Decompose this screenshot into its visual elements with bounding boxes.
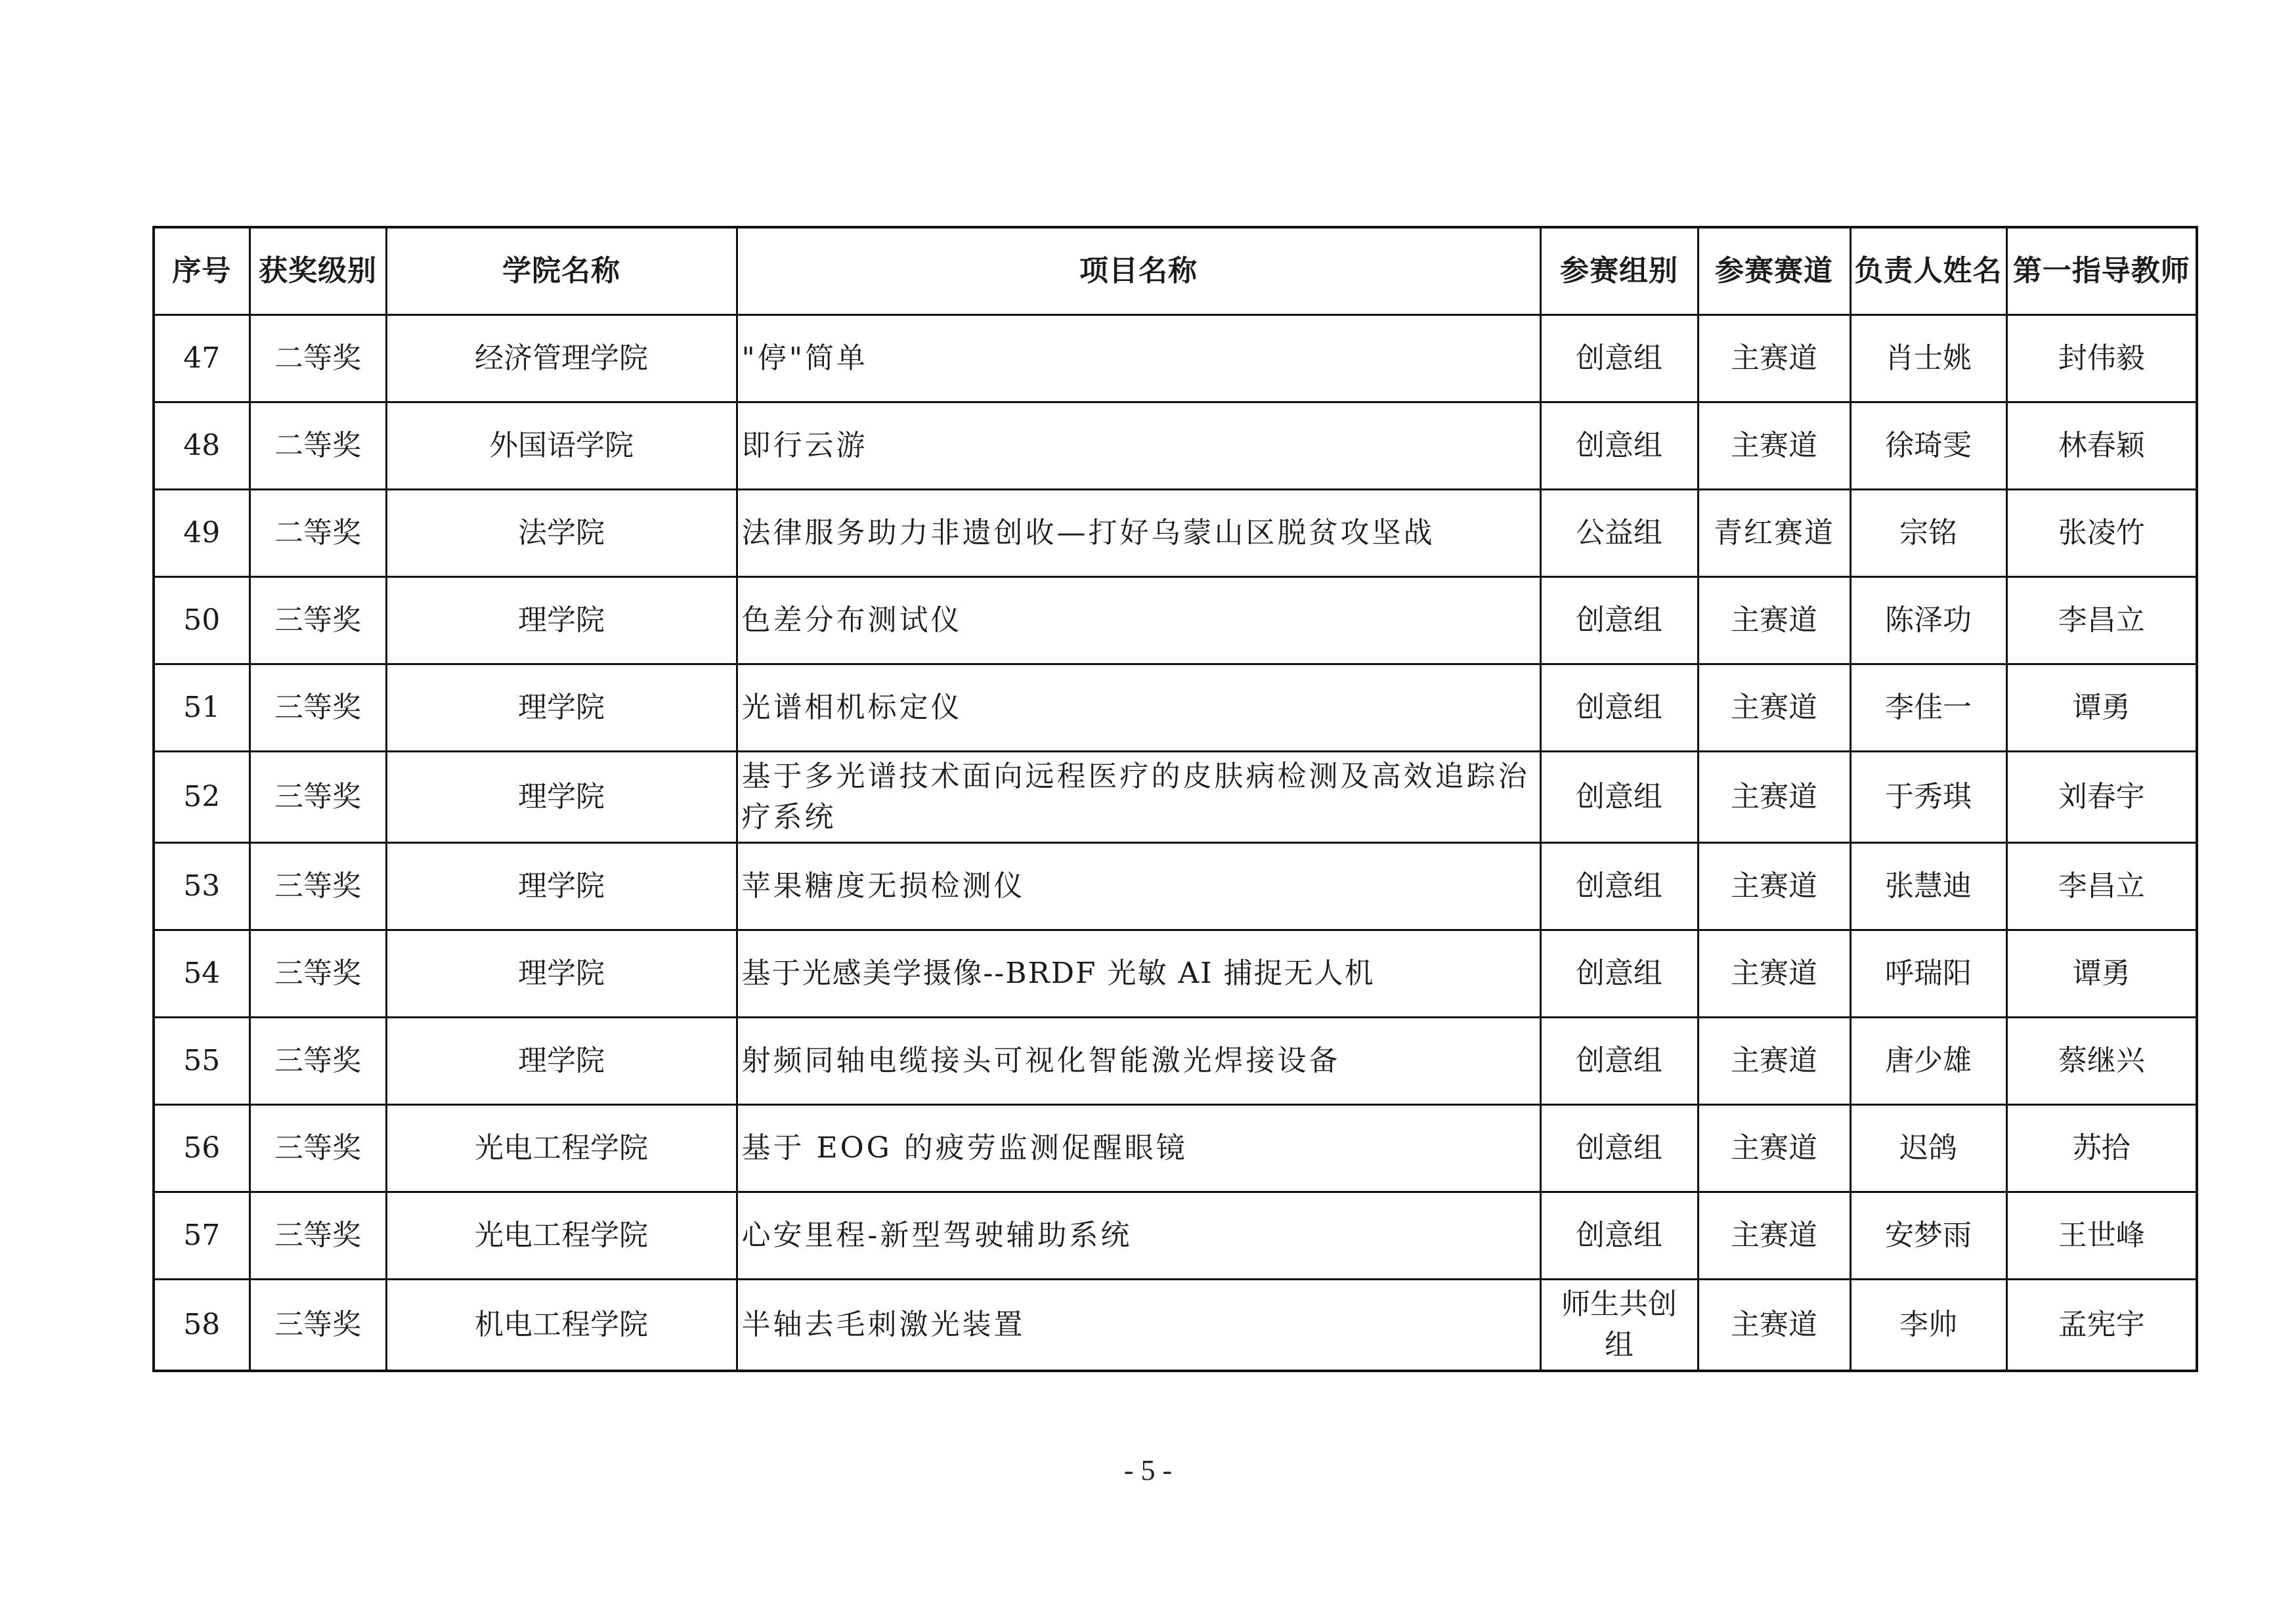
contest-track: 主赛道 — [1698, 664, 1850, 752]
award-level: 二等奖 — [249, 490, 386, 577]
college-name: 经济管理学院 — [386, 315, 737, 402]
advisor-name: 刘春宇 — [2006, 752, 2197, 843]
contest-group: 创意组 — [1540, 1018, 1698, 1105]
award-level: 二等奖 — [249, 315, 386, 402]
award-level: 二等奖 — [249, 402, 386, 490]
row-number: 58 — [154, 1280, 249, 1372]
college-name: 理学院 — [386, 752, 737, 843]
award-level: 三等奖 — [249, 930, 386, 1018]
college-name: 光电工程学院 — [386, 1105, 737, 1192]
project-name: 基于 EOG 的疲劳监测促醒眼镜 — [737, 1105, 1540, 1192]
leader-name: 于秀琪 — [1850, 752, 2006, 843]
advisor-name: 李昌立 — [2006, 577, 2197, 664]
row-number: 51 — [154, 664, 249, 752]
leader-name: 安梦雨 — [1850, 1192, 2006, 1280]
table-row — [154, 1105, 2197, 1192]
contest-track: 主赛道 — [1698, 1192, 1850, 1280]
contest-group: 创意组 — [1540, 402, 1698, 490]
table-row — [154, 843, 2197, 930]
table-row — [154, 1280, 2197, 1372]
advisor-name: 谭勇 — [2006, 930, 2197, 1018]
advisor-name: 张凌竹 — [2006, 490, 2197, 577]
contest-track: 主赛道 — [1698, 1280, 1850, 1372]
project-name: 心安里程-新型驾驶辅助系统 — [737, 1192, 1540, 1280]
row-number: 57 — [154, 1192, 249, 1280]
advisor-name: 苏拾 — [2006, 1105, 2197, 1192]
page-number: - 5 - — [1123, 1454, 1173, 1486]
table-row — [154, 1018, 2197, 1105]
leader-name: 陈泽功 — [1850, 577, 2006, 664]
advisor-name: 谭勇 — [2006, 664, 2197, 752]
award-level: 三等奖 — [249, 843, 386, 930]
contest-track: 主赛道 — [1698, 930, 1850, 1018]
table-row — [154, 490, 2197, 577]
header-cell: 参赛赛道 — [1698, 227, 1850, 315]
college-name: 理学院 — [386, 1018, 737, 1105]
table-row — [154, 1192, 2197, 1280]
row-number: 52 — [154, 752, 249, 843]
award-level: 三等奖 — [249, 1018, 386, 1105]
header-cell: 获奖级别 — [249, 227, 386, 315]
leader-name: 唐少雄 — [1850, 1018, 2006, 1105]
college-name: 理学院 — [386, 843, 737, 930]
contest-track: 主赛道 — [1698, 1018, 1850, 1105]
college-name: 理学院 — [386, 577, 737, 664]
advisor-name: 林春颖 — [2006, 402, 2197, 490]
row-number: 48 — [154, 402, 249, 490]
project-name: 光谱相机标定仪 — [737, 664, 1540, 752]
header-cell: 学院名称 — [386, 227, 737, 315]
row-number: 47 — [154, 315, 249, 402]
row-number: 53 — [154, 843, 249, 930]
header-cell: 参赛组别 — [1540, 227, 1698, 315]
contest-group: 创意组 — [1540, 752, 1698, 843]
table-row — [154, 315, 2197, 402]
award-table — [152, 226, 2198, 1372]
advisor-name: 王世峰 — [2006, 1192, 2197, 1280]
row-number: 54 — [154, 930, 249, 1018]
college-name: 外国语学院 — [386, 402, 737, 490]
header-cell: 项目名称 — [737, 227, 1540, 315]
row-number: 56 — [154, 1105, 249, 1192]
leader-name: 肖士姚 — [1850, 315, 2006, 402]
leader-name: 呼瑞阳 — [1850, 930, 2006, 1018]
contest-group: 创意组 — [1540, 664, 1698, 752]
project-name: 射频同轴电缆接头可视化智能激光焊接设备 — [737, 1018, 1540, 1105]
college-name: 光电工程学院 — [386, 1192, 737, 1280]
header-cell: 第一指导教师 — [2006, 227, 2197, 315]
award-level: 三等奖 — [249, 1105, 386, 1192]
contest-group: 创意组 — [1540, 930, 1698, 1018]
contest-group: 创意组 — [1540, 1192, 1698, 1280]
project-name: 即行云游 — [737, 402, 1540, 490]
project-name: 法律服务助力非遗创收—打好乌蒙山区脱贫攻坚战 — [737, 490, 1540, 577]
award-level: 三等奖 — [249, 577, 386, 664]
table-row — [154, 664, 2197, 752]
leader-name: 宗铭 — [1850, 490, 2006, 577]
college-name: 理学院 — [386, 930, 737, 1018]
contest-track: 主赛道 — [1698, 577, 1850, 664]
advisor-name: 孟宪宇 — [2006, 1280, 2197, 1372]
project-name: 基于多光谱技术面向远程医疗的皮肤病检测及高效追踪治疗系统 — [737, 752, 1540, 843]
leader-name: 迟鸽 — [1850, 1105, 2006, 1192]
contest-track: 主赛道 — [1698, 843, 1850, 930]
advisor-name: 封伟毅 — [2006, 315, 2197, 402]
contest-group: 创意组 — [1540, 315, 1698, 402]
college-name: 理学院 — [386, 664, 737, 752]
contest-track: 主赛道 — [1698, 402, 1850, 490]
project-name: 半轴去毛刺激光装置 — [737, 1280, 1540, 1372]
project-name: "停"简单 — [737, 315, 1540, 402]
leader-name: 李佳一 — [1850, 664, 2006, 752]
project-name: 苹果糖度无损检测仪 — [737, 843, 1540, 930]
header-row — [154, 227, 2197, 315]
college-name: 法学院 — [386, 490, 737, 577]
row-number: 49 — [154, 490, 249, 577]
award-level: 三等奖 — [249, 1280, 386, 1372]
award-level: 三等奖 — [249, 664, 386, 752]
contest-group: 师生共创组 — [1540, 1280, 1698, 1372]
award-level: 三等奖 — [249, 752, 386, 843]
advisor-name: 蔡继兴 — [2006, 1018, 2197, 1105]
header-cell: 序号 — [154, 227, 249, 315]
award-level: 三等奖 — [249, 1192, 386, 1280]
row-number: 55 — [154, 1018, 249, 1105]
contest-group: 创意组 — [1540, 843, 1698, 930]
contest-group: 创意组 — [1540, 577, 1698, 664]
leader-name: 徐琦雯 — [1850, 402, 2006, 490]
advisor-name: 李昌立 — [2006, 843, 2197, 930]
contest-track: 主赛道 — [1698, 315, 1850, 402]
header-cell: 负责人姓名 — [1850, 227, 2006, 315]
project-name: 基于光感美学摄像--BRDF 光敏 AI 捕捉无人机 — [737, 930, 1540, 1018]
contest-group: 创意组 — [1540, 1105, 1698, 1192]
contest-track: 主赛道 — [1698, 1105, 1850, 1192]
table-row — [154, 402, 2197, 490]
table-row — [154, 577, 2197, 664]
table-row — [154, 752, 2197, 843]
project-name: 色差分布测试仪 — [737, 577, 1540, 664]
contest-group: 公益组 — [1540, 490, 1698, 577]
contest-track: 主赛道 — [1698, 752, 1850, 843]
leader-name: 张慧迪 — [1850, 843, 2006, 930]
table-row — [154, 930, 2197, 1018]
contest-track: 青红赛道 — [1698, 490, 1850, 577]
leader-name: 李帅 — [1850, 1280, 2006, 1372]
college-name: 机电工程学院 — [386, 1280, 737, 1372]
row-number: 50 — [154, 577, 249, 664]
